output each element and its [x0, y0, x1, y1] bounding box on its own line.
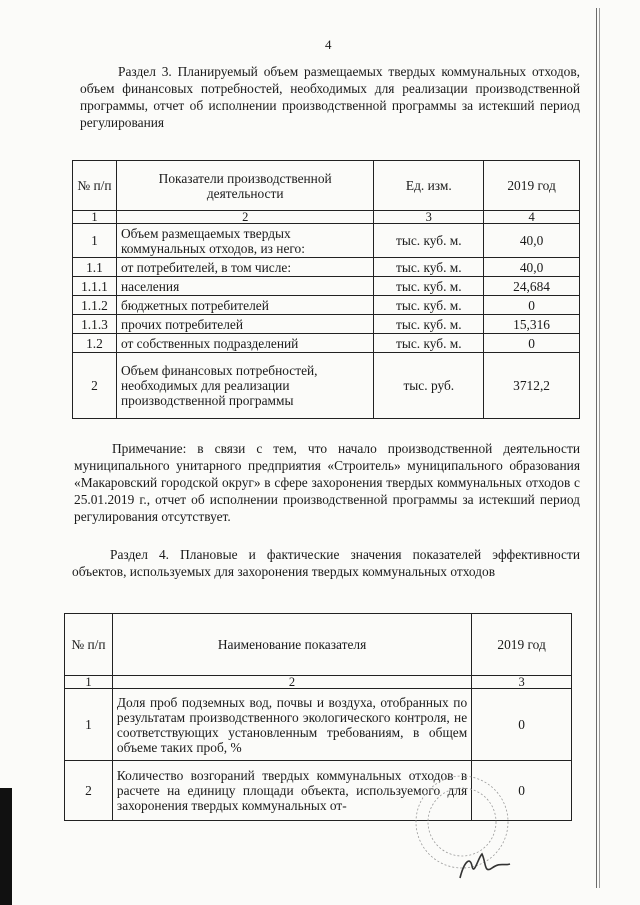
- row-number: 1: [65, 689, 113, 761]
- row-value: 0: [472, 761, 572, 821]
- row-indicator: прочих потребителей: [116, 315, 373, 334]
- row-value: 3712,2: [484, 353, 580, 419]
- table-row: [73, 334, 580, 353]
- row-value: 0: [484, 296, 580, 315]
- row-unit: тыс. куб. м.: [374, 315, 484, 334]
- section3-index-row: [73, 211, 580, 224]
- col-unit-header: Ед. изм.: [374, 161, 484, 211]
- row-number: 1.1: [73, 258, 117, 277]
- row-number: 1.1.3: [73, 315, 117, 334]
- row-unit: тыс. куб. м.: [374, 334, 484, 353]
- row-unit: тыс. куб. м.: [374, 224, 484, 258]
- scan-edge-line: [596, 8, 597, 888]
- index-cell: 1: [65, 676, 113, 689]
- section4-intro: Раздел 4. Плановые и фактические значения показателей эффективности объектов, используемых для захоронения твердых коммунальных отходов: [72, 547, 580, 579]
- row-indicator: бюджетных потребителей: [116, 296, 373, 315]
- table-row: [73, 296, 580, 315]
- row-number: 2: [73, 353, 117, 419]
- row-value: 24,684: [484, 277, 580, 296]
- row-number: 1.1.1: [73, 277, 117, 296]
- row-value: 40,0: [484, 224, 580, 258]
- col-year-header: 2019 год: [484, 161, 580, 211]
- col-year-header: 2019 год: [472, 614, 572, 676]
- row-indicator: Объем финансовых потребностей, необходимых для реализации производственной программы: [116, 353, 373, 419]
- row-number: 2: [65, 761, 113, 821]
- row-indicator: Доля проб подземных вод, почвы и воздуха, отобранных по результатам производственного экологического контроля, не соответствующих установленным требованиям, в общем объеме таких проб, %: [112, 689, 471, 761]
- row-indicator: Объем размещаемых твердых коммунальных отходов, из него:: [116, 224, 373, 258]
- section4-index-row: [65, 676, 572, 689]
- page-number: 4: [325, 37, 332, 52]
- row-value: 40,0: [484, 258, 580, 277]
- index-cell: 2: [112, 676, 471, 689]
- section3-intro: Раздел 3. Планируемый объем размещаемых твердых коммунальных отходов, объем финансовых потребностей, необходимых для реализации производственной программы, отчет об исполнении производственной программы за истекший период регулирования: [80, 64, 580, 130]
- row-unit: тыс. куб. м.: [374, 277, 484, 296]
- row-indicator: населения: [116, 277, 373, 296]
- row-indicator: Количество возгораний твердых коммунальных отходов в расчете на единицу площади объекта, используемого для захоронения твердых коммунальных от-: [112, 761, 471, 821]
- scan-shadow-block: [0, 788, 12, 905]
- table-row: [73, 353, 580, 419]
- index-cell: 1: [73, 211, 117, 224]
- table-row: [73, 277, 580, 296]
- section3-table: [72, 160, 580, 419]
- section3-header-row: [73, 161, 580, 211]
- index-cell: 3: [374, 211, 484, 224]
- col-number-header: № п/п: [73, 161, 117, 211]
- table-row: [73, 315, 580, 334]
- stamp-signature-mark: [392, 770, 532, 890]
- row-unit: тыс. куб. м.: [374, 258, 484, 277]
- col-number-header: № п/п: [65, 614, 113, 676]
- index-cell: 3: [472, 676, 572, 689]
- table-row: [73, 258, 580, 277]
- row-number: 1.2: [73, 334, 117, 353]
- row-value: 15,316: [484, 315, 580, 334]
- col-indicator-header: Показатели производственной деятельности: [116, 161, 373, 211]
- index-cell: 2: [116, 211, 373, 224]
- row-value: 0: [472, 689, 572, 761]
- table-row: [73, 224, 580, 258]
- index-cell: 4: [484, 211, 580, 224]
- row-indicator: от потребителей, в том числе:: [116, 258, 373, 277]
- row-number: 1: [73, 224, 117, 258]
- row-value: 0: [484, 334, 580, 353]
- row-number: 1.1.2: [73, 296, 117, 315]
- table-row: [65, 689, 572, 761]
- col-indicator-name-header: Наименование показателя: [112, 614, 471, 676]
- row-indicator: от собственных подразделений: [116, 334, 373, 353]
- section4-header-row: [65, 614, 572, 676]
- scan-edge-line: [599, 8, 600, 888]
- row-unit: тыс. куб. м.: [374, 296, 484, 315]
- section3-note: Примечание: в связи с тем, что начало производственной деятельности муниципального унитарного предприятия «Строитель» муниципального образования «Макаровский городской округ» в сфере захоронения твердых коммунальных отходов с 25.01.2019 г., отчет об исполнении производственной программы за истекший период регулирования отсутствует.: [74, 441, 580, 524]
- row-unit: тыс. руб.: [374, 353, 484, 419]
